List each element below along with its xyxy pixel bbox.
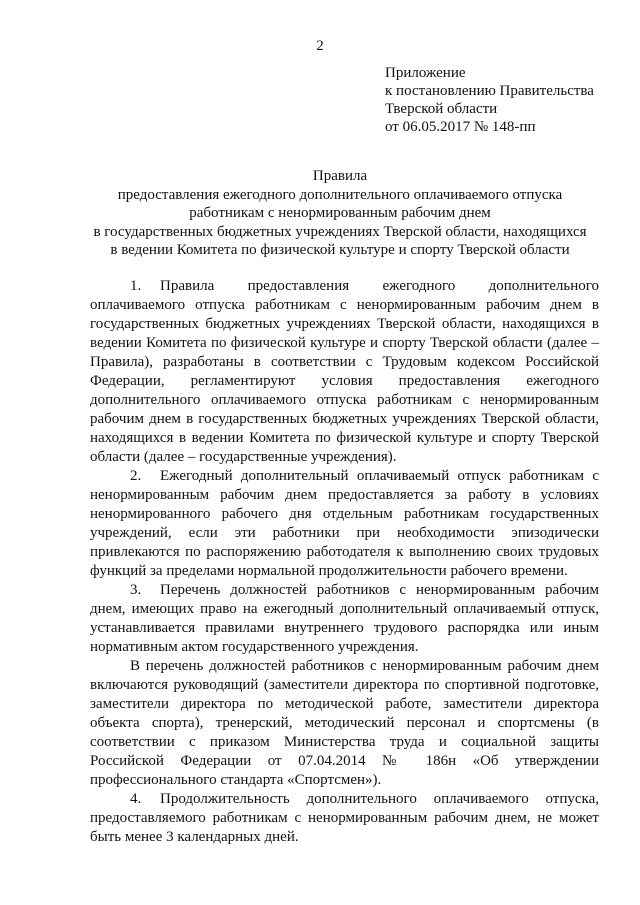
document-subtitle-line: работникам с ненормированным рабочим днем [189,205,491,221]
paragraph-number: 4. [130,791,142,807]
paragraph-text: Ежегодный дополнительный оплачиваемый отпуск работникам с ненормированным рабочим днем предоставляется за работу в условиях ненормированного рабочего дня отдельным работникам государственных учреждений, если эти работники при необходимости эпизодически привлекаются по распоряжению работодателя к выполнению своих трудовых функций за пределами нормальной продолжительности рабочего времени. [90,468,599,579]
appendix-block [385,64,625,136]
appendix-line: Приложение [385,65,466,81]
paragraph-2 [90,467,599,581]
document-subtitle-line: в ведении Комитета по физической культуре и спорту Тверской области [110,242,570,258]
page-number: 2 [316,38,324,54]
document-subtitle-line: предоставления ежегодного дополнительного оплачиваемого отпуска [117,186,563,203]
paragraph-number: 3. [130,582,142,598]
appendix-line: к постановлению Правительства [385,83,594,99]
paragraph-number: 1. [130,278,142,294]
paragraph-text: Правила предоставления ежегодного дополнительного оплачиваемого отпуска работникам с ненормированным рабочим днем в государственных бюджетных учреждениях Тверской области, находящихся в ведении Комитета по физической культуре и спорту Тверской области (далее – Правила), разработаны в соответствии с Трудовым кодексом Российской Федерации, регламентируют условия предоставления ежегодного дополнительного оплачиваемого отпуска работникам с ненормированным рабочим днем в государственных бюджетных учреждениях Тверской области, находящихся в ведении Комитета по физической культуре и спорту Тверской области (далее – государственные учреждения). [90,278,599,465]
paragraph-text: Продолжительность дополнительного оплачиваемого отпуска, предоставляемого работникам с ненормированным рабочим днем, не может быть менее 3 календарных дней. [90,791,599,845]
paragraph-text: В перечень должностей работников с ненормированным рабочим днем включаются руководящий (заместители директора по спортивной подготовке, заместители директора по методической работе, заместители директора объекта спорта), тренерский, методический персонал и спортсмены (в соответствии с приказом Министерства труда и социальной защиты Российской Федерации от 07.04.2014 № 186н «Об утверждении профессионального стандарта «Спортсмен»). [90,658,599,788]
document-subtitle-line: в государственных бюджетных учреждениях Тверской области, находящихся [93,223,587,240]
paragraph-1 [90,277,599,467]
paragraph-4 [90,790,599,847]
paragraph-number: 2. [130,468,142,484]
appendix-line: Тверской области [385,101,498,117]
appendix-line: от 06.05.2017 № 148-пп [385,119,536,135]
paragraph-3-continuation [90,657,599,790]
document-title: Правила [312,168,368,184]
document-title-block [60,167,620,260]
paragraph-text: Перечень должностей работников с ненормированным рабочим днем, имеющих право на ежегодный дополнительный оплачиваемый отпуск, устанавливается правилами внутреннего трудового распорядка или иным нормативным актом государственного учреждения. [90,582,599,655]
document-body [90,277,599,847]
paragraph-3 [90,581,599,657]
